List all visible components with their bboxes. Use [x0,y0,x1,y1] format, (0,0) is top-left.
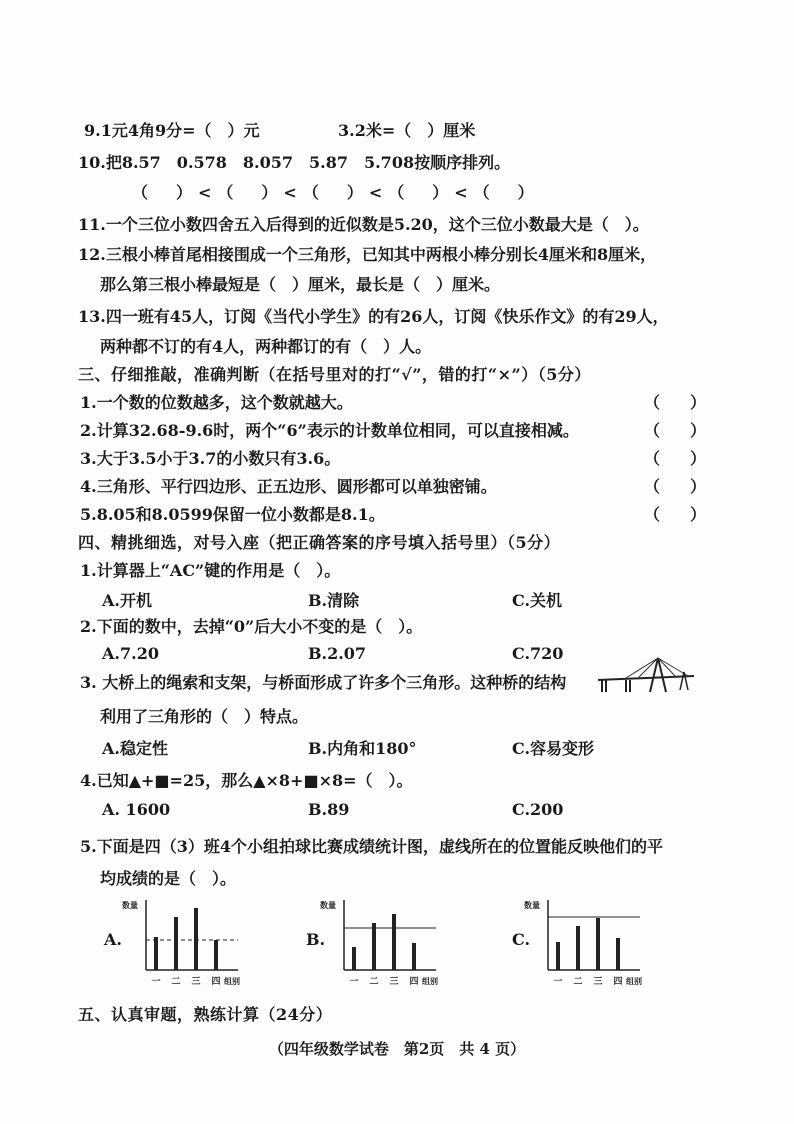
q2-option-c: C.720 [512,644,564,663]
tick-label: 一 [349,977,359,987]
judge-paren-3: （） [644,449,737,468]
q12-line2: 那么第三根小棒最短是（ ）厘米，最长是（ ）厘米。 [100,275,501,294]
choice-q3-line1: 3. 大桥上的绳索和支架，与桥面形成了许多个三角形。这种桥的结构 [80,673,567,692]
bar [194,908,198,970]
tick-label: 四 [409,977,419,987]
section4-title: 四、精挑细选，对号入座（把正确答案的序号填入括号里）（5分） [78,533,561,552]
q3-option-a: A.稳定性 [102,739,168,758]
q13-line2: 两种都不订的有4人，两种都订的有（ ）人。 [100,337,432,356]
y-axis-label: 数量 [122,901,138,910]
tick-label: 一 [553,977,563,987]
tick-label: 三 [389,977,399,987]
judge-paren-2: （） [644,421,737,440]
bar-chart-a [120,896,250,988]
section3-title: 三、仔细推敲，准确判断（在括号里对的打“√”，错的打“×”）（5分） [78,365,591,384]
tick-label: 二 [573,977,583,987]
tick-label: 二 [171,977,181,987]
q1-option-a: A.开机 [102,591,152,610]
choice-q4: 4.已知▲+■=25，那么▲×8+■×8=（ ）。 [80,771,413,790]
tick-label: 三 [191,977,201,987]
tick-label: 三 [593,977,603,987]
chart-label-c: C. [512,930,531,949]
x-axis-label: 组别 [626,977,642,986]
bar-chart-b [318,896,448,988]
bridge-illustration [596,652,696,696]
tick-label: 四 [613,977,623,987]
bar [372,923,376,970]
q4-option-a: A. 1600 [102,800,171,819]
tick-label: 二 [369,977,379,987]
x-axis-label: 组别 [224,977,240,986]
judge-paren-5: （） [644,505,737,524]
bar [214,940,218,970]
judge-item-2: 2.计算32.68-9.6时，两个“6”表示的计数单位相同，可以直接相减。 [80,421,579,440]
judge-item-4: 4.三角形、平行四边形、正五边形、圆形都可以单独密铺。 [80,477,497,496]
q3-option-c: C.容易变形 [512,739,595,758]
bar [412,943,416,970]
q9b: 3.2米=（ ）厘米 [338,121,476,140]
tick-label: 一 [151,977,161,987]
bar [616,938,620,970]
judge-item-5: 5.8.05和8.0599保留一位小数都是8.1。 [80,505,385,524]
q13-line1: 13.四一班有45人，订阅《当代小学生》的有26人，订阅《快乐作文》的有29人， [78,307,669,326]
q12-line1: 12.三根小棒首尾相接围成一个三角形，已知其中两根小棒分别长4厘米和8厘米， [78,245,657,264]
q4-option-b: B.89 [308,800,350,819]
choice-q5-line2: 均成绩的是（ ）。 [100,869,237,888]
bar [392,914,396,970]
judge-item-3: 3.大于3.5小于3.7的小数只有3.6。 [80,449,341,468]
tick-label: 四 [211,977,221,987]
chart-label-a: A. [104,930,122,949]
q10-blanks: （ ）<（ ）<（ ）<（ ）<（ ） [132,183,540,202]
q4-option-c: C.200 [512,800,564,819]
judge-paren-4: （） [644,477,737,496]
bar [556,942,560,970]
judge-paren-1: （） [644,393,737,412]
y-axis-label: 数量 [524,901,540,910]
chart-label-b: B. [306,930,326,949]
q3-option-b: B.内角和180° [308,739,417,758]
choice-q5-line1: 5.下面是四（3）班4个小组拍球比赛成绩统计图，虚线所在的位置能反映他们的平 [80,837,663,856]
section5-title: 五、认真审题，熟练计算（24分） [78,1005,333,1024]
q1-option-b: B.清除 [308,591,360,610]
choice-q1: 1.计算器上“AC”键的作用是（ ）。 [80,561,341,580]
bar [352,947,356,970]
x-axis-label: 组别 [422,977,438,986]
q10: 10.把8.57 0.578 8.057 5.87 5.708按顺序排列。 [78,153,511,172]
q2-option-a: A.7.20 [102,644,159,663]
judge-item-1: 1.一个数的位数越多，这个数就越大。 [80,393,353,412]
y-axis-label: 数量 [320,901,336,910]
q11: 11.一个三位小数四舍五入后得到的近似数是5.20，这个三位小数最大是（ ）。 [78,215,649,234]
bar [154,937,158,970]
q1-option-c: C.关机 [512,591,563,610]
page-footer: （四年级数学试卷 第2页 共 4 页） [268,1040,526,1058]
q2-option-b: B.2.07 [308,644,367,663]
choice-q3-line2: 利用了三角形的（ ）特点。 [100,707,309,726]
bar [596,918,600,970]
choice-q2: 2.下面的数中，去掉“0”后大小不变的是（ ）。 [80,617,423,636]
bar [174,917,178,970]
bar [576,926,580,970]
q9a: 9.1元4角9分=（ ）元 [84,121,260,140]
bar-chart-c [522,896,652,988]
